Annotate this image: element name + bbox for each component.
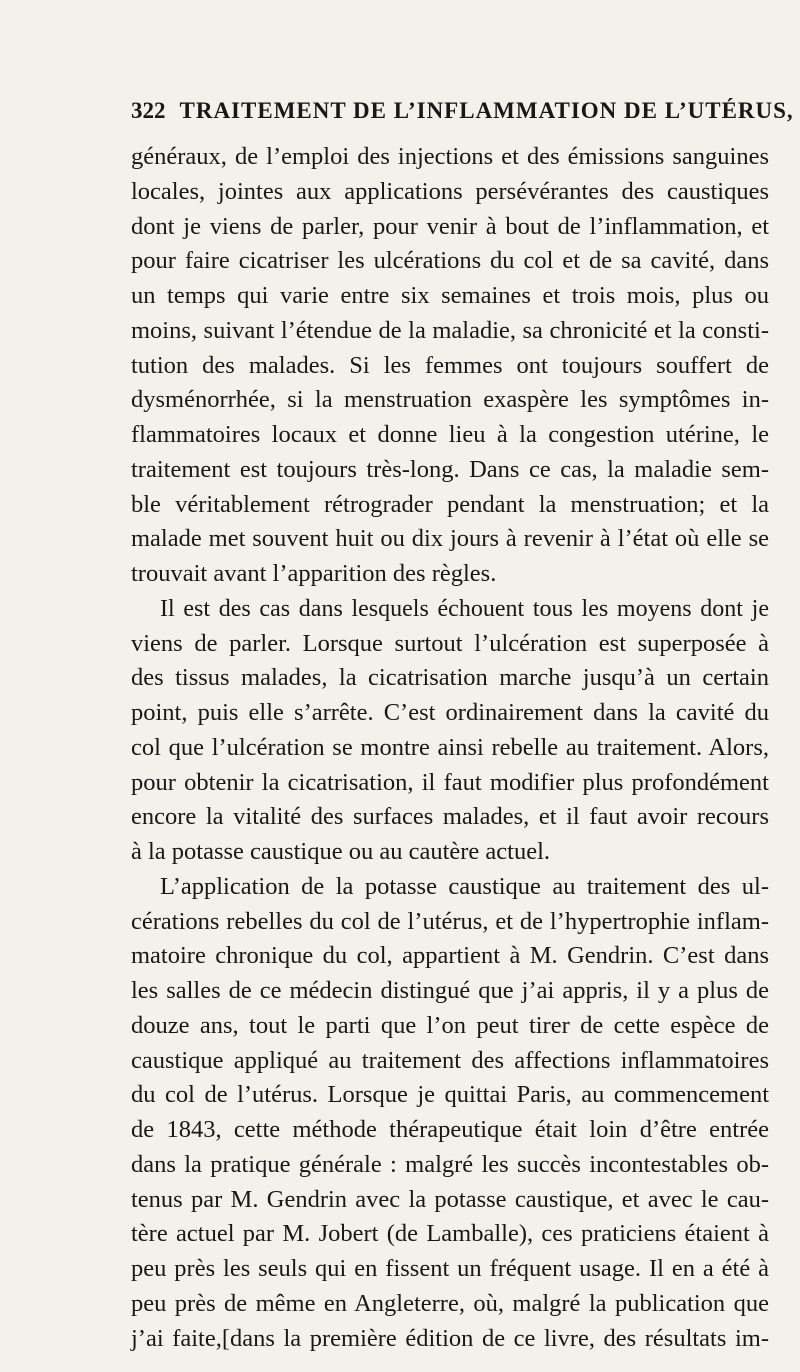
text-line: généraux, de l’emploi des injections et des émissions sanguines [131,143,769,170]
text-line: locales, jointes aux applications persévérantes des caustiques [131,177,769,205]
page-number: 322 [131,98,166,123]
running-head [131,98,794,134]
paragraph-end-line: trouvait avant l’apparition des règles. [131,560,497,587]
text-line: dans la pratique générale : malgré les succès incontestables ob- [131,1150,769,1178]
text-line: encore la vitalité des surfaces malades, et il faut avoir recours [131,803,769,831]
text-line: tère actuel par M. Jobert (de Lamballe), ces praticiens étaient à [131,1220,769,1248]
text-line: du col de l’utérus. Lorsque je quittai Paris, au commencement [131,1081,769,1109]
text-line: tution des malades. Si les femmes ont toujours souffert de [131,351,769,379]
text-line: pour obtenir la cicatrisation, il faut modifier plus profondément [131,768,769,796]
text-line: de 1843, cette méthode thérapeutique était loin d’être entrée [131,1116,769,1143]
text-line: un temps qui varie entre six semaines et trois mois, plus ou [131,282,769,309]
text-line: flammatoires locaux et donne lieu à la congestion utérine, le [131,421,769,448]
text-line: les salles de ce médecin distingué que j’ai appris, il y a plus de [131,977,769,1004]
text-line: peu près de même en Angleterre, où, malgré la publication que [131,1289,769,1317]
text-line: matoire chronique du col, appartient à M. Gendrin. C’est dans [131,942,769,970]
text-line: cérations rebelles du col de l’utérus, et de l’hypertrophie inflam- [131,907,769,935]
text-line: douze ans, tout le parti que l’on peut tirer de cette espèce de [131,1011,769,1039]
running-title: TRAITEMENT DE L’INFLAMMATION DE L’UTÉRUS, [179,98,794,123]
paragraph-start-line: Il est des cas dans lesquels échouent tous les moyens dont je [160,595,769,622]
text-line: col que l’ulcération se montre ainsi rebelle au traitement. Alors, [131,733,769,761]
text-line: tenus par M. Gendrin avec la potasse caustique, et avec le cau- [131,1185,769,1213]
text-line: j’ai faite,[dans la première édition de ce livre, des résultats im- [131,1324,769,1352]
paragraph-start-line: L’application de la potasse caustique au traitement des ul- [160,872,769,900]
text-line: point, puis elle s’arrête. C’est ordinairement dans la cavité du [131,699,769,726]
paragraph-end-line: à la potasse caustique ou au cautère actuel. [131,838,551,865]
text-line: malade met souvent huit ou dix jours à revenir à l’état où elle se [131,525,769,553]
text-line: dysménorrhée, si la menstruation exaspère les symptômes in- [131,386,769,414]
text-line: peu près les seuls qui en fissent un fréquent usage. Il en a été à [131,1255,769,1282]
text-line: viens de parler. Lorsque surtout l’ulcération est superposée à [131,629,769,657]
text-line: traitement est toujours très-long. Dans ce cas, la maladie sem- [131,455,769,483]
text-line: moins, suivant l’étendue de la maladie, sa chronicité et la consti- [131,316,769,344]
body-text [131,140,769,1356]
text-line: pour faire cicatriser les ulcérations du col et de sa cavité, dans [131,247,769,275]
text-line: ble véritablement rétrograder pendant la menstruation; et la [131,490,769,518]
text-line: des tissus malades, la cicatrisation marche jusqu’à un certain [131,664,769,692]
text-line: caustique appliqué au traitement des affections inflammatoires [131,1046,769,1074]
text-line: dont je viens de parler, pour venir à bout de l’inflammation, et [131,212,769,240]
